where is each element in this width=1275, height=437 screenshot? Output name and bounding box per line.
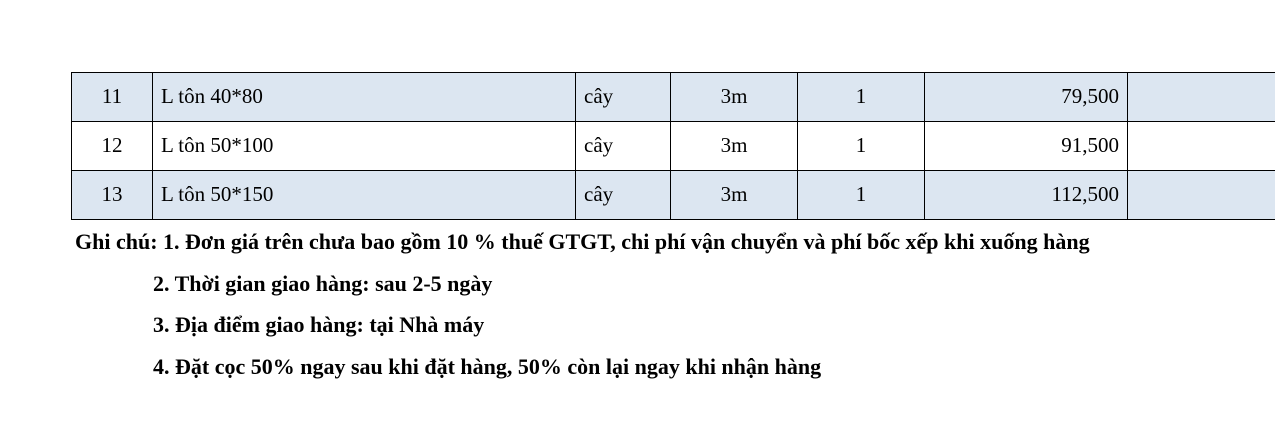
- notes-section: [71, 228, 1231, 394]
- cell-price: 91,500: [925, 122, 1128, 171]
- cell-item: L tôn 50*100: [153, 122, 576, 171]
- cell-stt: 11: [72, 73, 153, 122]
- cell-spec: 3m: [671, 171, 798, 220]
- cell-stt: 12: [72, 122, 153, 171]
- cell-note: [1128, 171, 1275, 220]
- cell-spec: 3m: [671, 122, 798, 171]
- cell-price: 112,500: [925, 171, 1128, 220]
- cell-item: L tôn 50*150: [153, 171, 576, 220]
- note-line-4: 4. Đặt cọc 50% ngay sau khi đặt hàng, 50% còn lại ngay khi nhận hàng: [153, 353, 822, 379]
- cell-note: [1128, 73, 1275, 122]
- cell-stt: 13: [72, 171, 153, 220]
- table-row: [72, 171, 1275, 220]
- cell-quantity: 1: [798, 171, 925, 220]
- table-body: [72, 73, 1275, 220]
- note-line-2: 2. Thời gian giao hàng: sau 2-5 ngày: [153, 270, 493, 296]
- cell-note: [1128, 122, 1275, 171]
- cell-unit: cây: [576, 171, 671, 220]
- table-row: [72, 73, 1275, 122]
- note-line-3: 3. Địa điểm giao hàng: tại Nhà máy: [153, 312, 485, 337]
- cell-unit: cây: [576, 73, 671, 122]
- cell-item: L tôn 40*80: [153, 73, 576, 122]
- quotation-table-container: [71, 72, 1224, 220]
- cell-price: 79,500: [925, 73, 1128, 122]
- table-row: [72, 122, 1275, 171]
- quotation-table: [71, 72, 1275, 220]
- cell-unit: cây: [576, 122, 671, 171]
- cell-quantity: 1: [798, 73, 925, 122]
- cell-quantity: 1: [798, 122, 925, 171]
- cell-spec: 3m: [671, 73, 798, 122]
- note-line-1: Ghi chú: 1. Đơn giá trên chưa bao gồm 10 % thuế GTGT, chi phí vận chuyển và phí bốc xếp khi xuống hàng: [75, 229, 1090, 254]
